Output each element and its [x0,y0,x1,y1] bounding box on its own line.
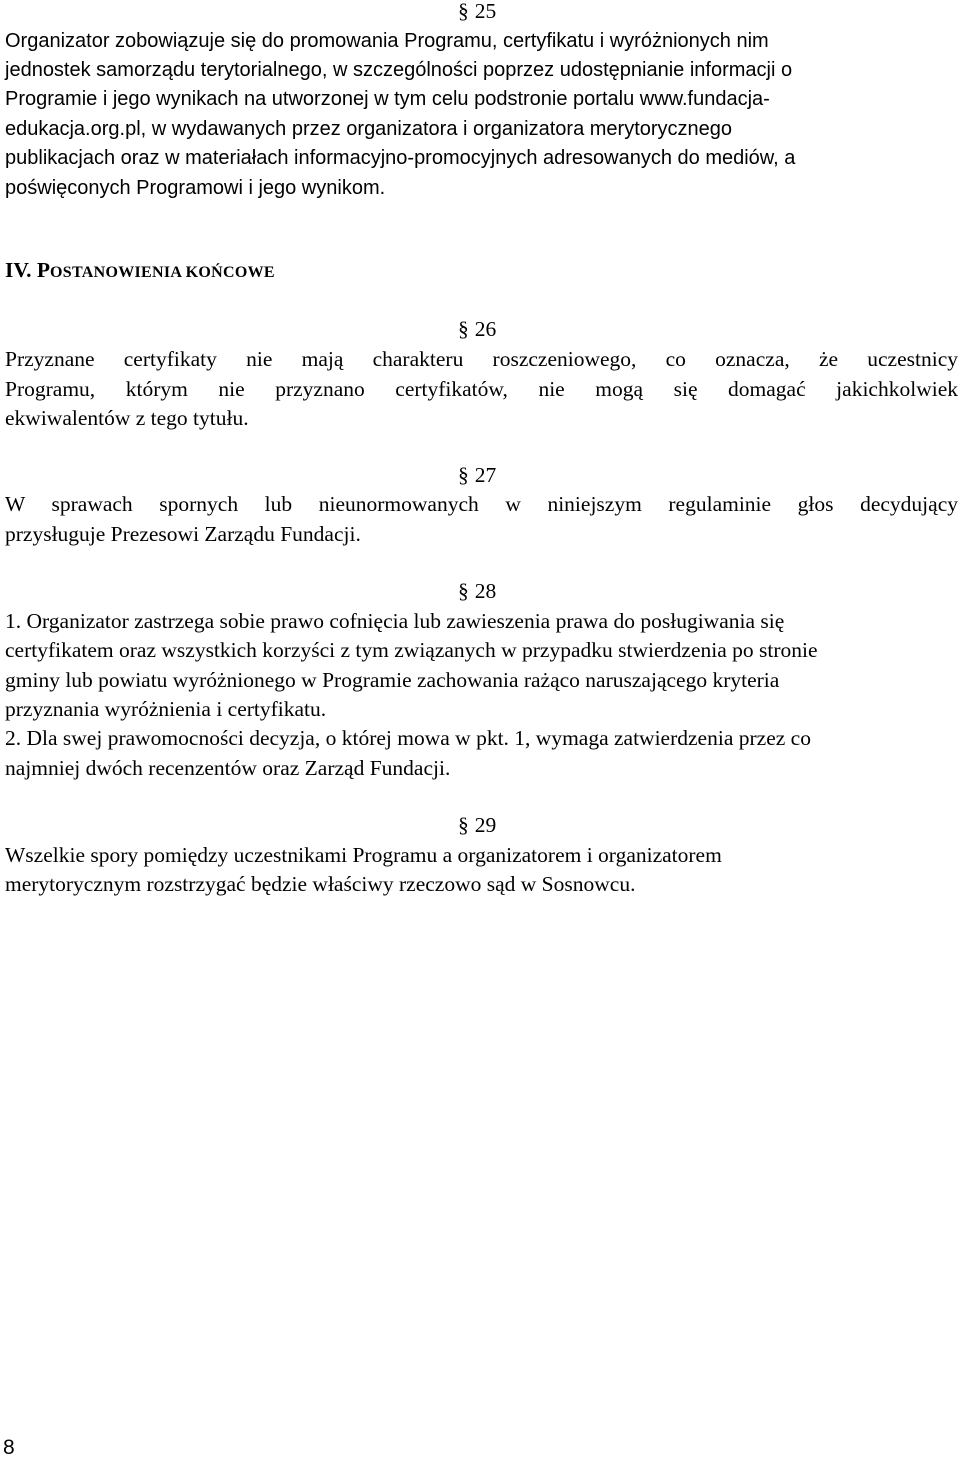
text-line: 1. Organizator zastrzega sobie prawo cofnięcia lub zawieszenia prawa do posługiwania się [5,609,785,633]
text-line: 2. Dla swej prawomocności decyzja, o której mowa w pkt. 1, wymaga zatwierdzenia przez co [5,726,811,750]
text-line: Przyznane certyfikaty nie mają charakteru roszczeniowego, co oznacza, że uczestnicy [5,347,958,371]
section-heading [5,256,275,288]
text-line: jednostek samorządu terytorialnego, w szczególności poprzez udostępnianie informacji o [5,59,793,81]
text-line: przyznania wyróżnienia i certyfikatu. [5,697,327,721]
text-line: Organizator zobowiązuje się do promowania Programu, certyfikatu i wyróżnionych nim [5,30,769,52]
paragraph-number: 26 [474,317,497,341]
text-line: poświęconych Programowi i jego wynikom. [5,177,386,199]
section-numeral: IV. [5,258,32,282]
text-line: publikacjach oraz w materiałach informacyjno-promocyjnych adresowanych do mediów, a [5,147,796,169]
section-title-rest: OSTANOWIENIA KOŃCOWE [50,264,275,281]
section-symbol: § [458,579,469,603]
paragraph-26-heading [458,315,496,345]
text-line: edukacja.org.pl, w wydawanych przez organizatora i organizatora merytorycznego [5,118,733,140]
paragraph-25-heading [458,0,496,27]
text-line: Wszelkie spory pomiędzy uczestnikami Programu a organizatorem i organizatorem [5,843,722,867]
paragraph-number: 28 [474,579,497,603]
paragraph-29-heading [458,811,496,841]
text-line: W sprawach spornych lub nieunormowanych w niniejszym regulaminie głos decydujący [5,492,958,516]
section-symbol: § [458,463,469,487]
paragraph-number: 27 [474,463,497,487]
paragraph-27-heading [458,461,496,491]
text-line: merytorycznym rozstrzygać będzie właściwy rzeczowo sąd w Sosnowcu. [5,872,636,896]
text-line: gminy lub powiatu wyróżnionego w Programie zachowania rażąco naruszającego kryteria [5,668,780,692]
paragraph-number: 25 [474,0,497,23]
text-line: certyfikatem oraz wszystkich korzyści z tym związanych w przypadku stwierdzenia po stronie [5,638,818,662]
section-symbol: § [458,0,469,23]
text-line: przysługuje Prezesowi Zarządu Fundacji. [5,522,361,546]
section-title-initial: P [36,258,51,282]
paragraph-28-heading [458,577,496,607]
text-line: najmniej dwóch recenzentów oraz Zarząd Fundacji. [5,756,451,780]
text-line: Programu, którym nie przyznano certyfikatów, nie mogą się domagać jakichkolwiek [5,377,958,401]
section-symbol: § [458,317,469,341]
paragraph-number: 29 [474,813,497,837]
text-line: ekwiwalentów z tego tytułu. [5,406,249,430]
section-symbol: § [458,813,469,837]
page-number: 8 [3,1436,15,1459]
text-line: Programie i jego wynikach na utworzonej w tym celu podstronie portalu www.fundacja- [5,88,770,110]
